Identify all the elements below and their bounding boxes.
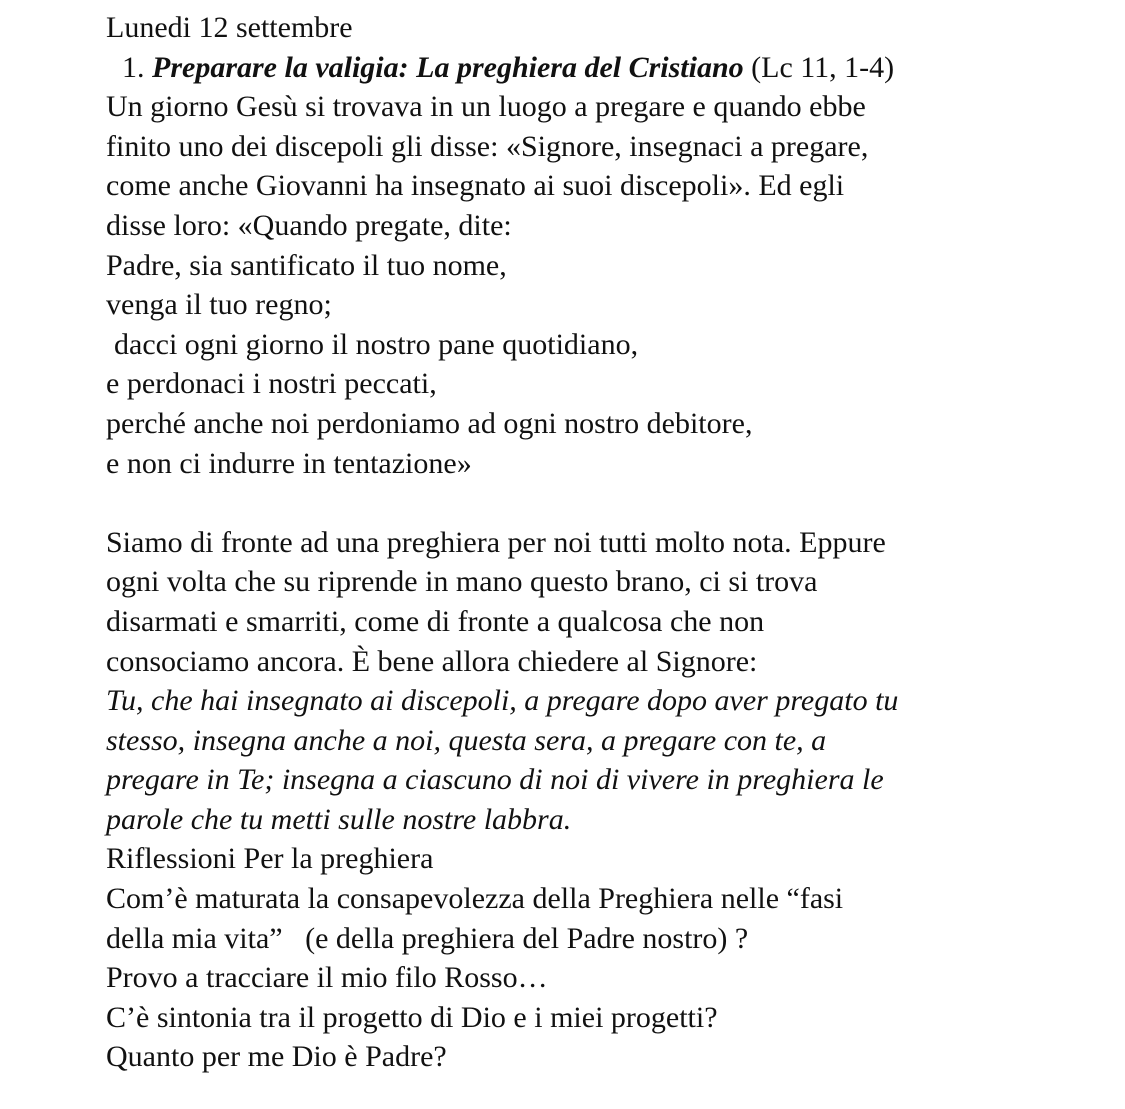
- commentary-line: disarmati e smarriti, come di fronte a qualcosa che non: [106, 604, 765, 638]
- gospel-line: come anche Giovanni ha insegnato ai suoi discepoli». Ed egli: [106, 169, 845, 203]
- prayer-verse: perché anche noi perdoniamo ad ogni nostro debitore,: [106, 406, 753, 440]
- commentary-line: consociamo ancora. È bene allora chiedere al Signore:: [106, 644, 758, 678]
- reflection-questions: [106, 879, 1116, 1077]
- commentary-paragraph: [106, 523, 1116, 681]
- reflection-line: Com’è maturata la consapevolezza della Preghiera nelle “fasi: [106, 882, 844, 916]
- section-heading: [106, 48, 1116, 88]
- heading-reference: (Lc 11, 1-4): [743, 50, 895, 84]
- reflection-line: C’è sintonia tra il progetto di Dio e i miei progetti?: [106, 1000, 718, 1034]
- prayer-verse: e non ci indurre in tentazione»: [106, 446, 472, 480]
- gospel-line: Un giorno Gesù si trovava in un luogo a pregare e quando ebbe: [106, 90, 866, 124]
- paragraph-spacer: [106, 483, 1116, 523]
- prayer-paragraph: [106, 681, 1116, 839]
- commentary-line: Siamo di fronte ad una preghiera per noi tutti molto nota. Eppure: [106, 525, 886, 559]
- document-page: [106, 8, 1116, 1077]
- heading-number: 1.: [122, 50, 152, 84]
- prayer-verse: venga il tuo regno;: [106, 288, 332, 322]
- prayer-verse: Padre, sia santificato il tuo nome,: [106, 248, 507, 282]
- heading-title: Preparare la valigia: La preghiera del Cristiano: [152, 50, 744, 84]
- prayer-verse: dacci ogni giorno il nostro pane quotidiano,: [114, 327, 639, 361]
- reflection-line: Provo a tracciare il mio filo Rosso…: [106, 961, 548, 995]
- reflection-line: Quanto per me Dio è Padre?: [106, 1040, 447, 1074]
- commentary-line: ogni volta che su riprende in mano questo brano, ci si trova: [106, 565, 818, 599]
- date-line: Lunedi 12 settembre: [106, 11, 353, 44]
- prayer-line: pregare in Te; insegna a ciascuno di noi di vivere in preghiera le: [106, 763, 884, 797]
- gospel-line: finito uno dei discepoli gli disse: «Signore, insegnaci a pregare,: [106, 129, 869, 163]
- prayer-line: stesso, insegna anche a noi, questa sera, a pregare con te, a: [106, 723, 827, 757]
- reflection-line: della mia vita” (e della preghiera del Padre nostro) ?: [106, 921, 749, 955]
- prayer-line: Tu, che hai insegnato ai discepoli, a pregare dopo aver pregato tu: [106, 684, 899, 718]
- prayer-verse: e perdonaci i nostri peccati,: [106, 367, 437, 401]
- reflection-title: Riflessioni Per la preghiera: [106, 842, 434, 876]
- gospel-line: disse loro: «Quando pregate, dite:: [106, 208, 512, 242]
- gospel-passage: [106, 87, 1116, 483]
- prayer-line: parole che tu metti sulle nostre labbra.: [106, 802, 572, 836]
